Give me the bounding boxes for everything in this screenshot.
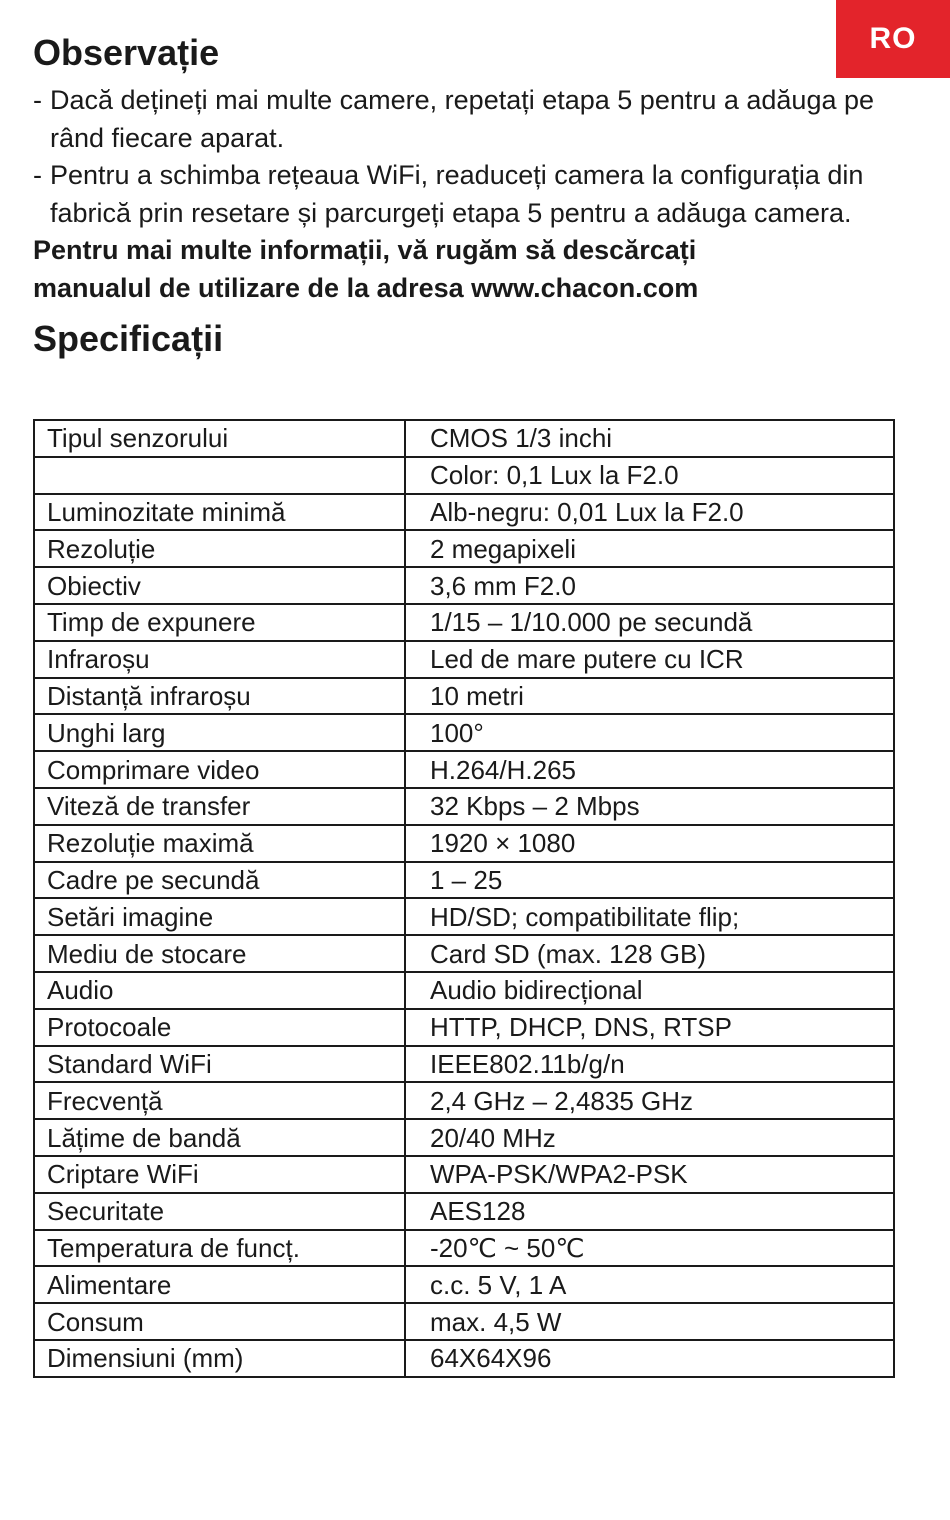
specifications-table-body bbox=[34, 420, 894, 1377]
table-row bbox=[34, 1119, 894, 1156]
spec-value: 32 Kbps – 2 Mbps bbox=[405, 788, 894, 825]
table-row bbox=[34, 788, 894, 825]
spec-label: Luminozitate minimă bbox=[34, 494, 405, 531]
list-item: - Pentru a schimba rețeaua WiFi, readuceți camera la configurația din fabrică prin resetare și parcurgeți etapa 5 pentru a adăuga camera. bbox=[33, 160, 864, 228]
table-row bbox=[34, 1230, 894, 1267]
spec-label: Setări imagine bbox=[34, 898, 405, 935]
table-row bbox=[34, 751, 894, 788]
table-row bbox=[34, 494, 894, 531]
spec-value: 2,4 GHz – 2,4835 GHz bbox=[405, 1082, 894, 1119]
table-row bbox=[34, 1340, 894, 1377]
spec-value: Audio bidirecțional bbox=[405, 972, 894, 1009]
spec-value: CMOS 1/3 inchi bbox=[405, 420, 894, 457]
spec-label: Lățime de bandă bbox=[34, 1119, 405, 1156]
spec-value: 2 megapixeli bbox=[405, 530, 894, 567]
spec-value: 10 metri bbox=[405, 678, 894, 715]
table-row bbox=[34, 1303, 894, 1340]
spec-label: Comprimare video bbox=[34, 751, 405, 788]
spec-label: Tipul senzorului bbox=[34, 420, 405, 457]
table-row bbox=[34, 604, 894, 641]
spec-value: Color: 0,1 Lux la F2.0 bbox=[405, 457, 894, 494]
spec-value: 3,6 mm F2.0 bbox=[405, 567, 894, 604]
spec-label: Dimensiuni (mm) bbox=[34, 1340, 405, 1377]
spec-label: Criptare WiFi bbox=[34, 1156, 405, 1193]
spec-label: Standard WiFi bbox=[34, 1046, 405, 1083]
table-row bbox=[34, 898, 894, 935]
table-row bbox=[34, 862, 894, 899]
spec-label: Frecvență bbox=[34, 1082, 405, 1119]
spec-label: Timp de expunere bbox=[34, 604, 405, 641]
observatie-heading: Observație bbox=[33, 32, 220, 73]
spec-value: 1920 × 1080 bbox=[405, 825, 894, 862]
table-row bbox=[34, 457, 894, 494]
spec-value: HD/SD; compatibilitate flip; bbox=[405, 898, 894, 935]
spec-label: Alimentare bbox=[34, 1266, 405, 1303]
spec-label: Unghi larg bbox=[34, 714, 405, 751]
spec-value: max. 4,5 W bbox=[405, 1303, 894, 1340]
note-text: Dacă dețineți mai multe camere, repetați etapa 5 pentru a adăuga pe rând fiecare aparat. bbox=[50, 85, 875, 153]
table-row bbox=[34, 1082, 894, 1119]
spec-label: Consum bbox=[34, 1303, 405, 1340]
spec-label: Cadre pe secundă bbox=[34, 862, 405, 899]
spec-value: Led de mare putere cu ICR bbox=[405, 641, 894, 678]
note-text: Pentru a schimba rețeaua WiFi, readuceți camera la configurația din fabrică prin resetare și parcurgeți etapa 5 pentru a adăuga camera. bbox=[50, 160, 864, 228]
table-row bbox=[34, 641, 894, 678]
spec-label: Distanță infraroșu bbox=[34, 678, 405, 715]
spec-value: 20/40 MHz bbox=[405, 1119, 894, 1156]
observatie-list bbox=[33, 82, 893, 232]
spec-label: Rezoluție maximă bbox=[34, 825, 405, 862]
table-row bbox=[34, 420, 894, 457]
spec-label: Protocoale bbox=[34, 1009, 405, 1046]
table-row bbox=[34, 1046, 894, 1083]
table-row bbox=[34, 678, 894, 715]
table-row bbox=[34, 1009, 894, 1046]
more-info-line: Pentru mai multe informații, vă rugăm să descărcați bbox=[33, 235, 697, 265]
spec-value: 100° bbox=[405, 714, 894, 751]
spec-label: Securitate bbox=[34, 1193, 405, 1230]
spec-value: 1/15 – 1/10.000 pe secundă bbox=[405, 604, 894, 641]
spec-value: AES128 bbox=[405, 1193, 894, 1230]
spec-label: Temperatura de funcț. bbox=[34, 1230, 405, 1267]
spec-value: WPA-PSK/WPA2-PSK bbox=[405, 1156, 894, 1193]
spec-label: Obiectiv bbox=[34, 567, 405, 604]
table-row bbox=[34, 825, 894, 862]
table-row bbox=[34, 935, 894, 972]
spec-value: 64X64X96 bbox=[405, 1340, 894, 1377]
spec-value: HTTP, DHCP, DNS, RTSP bbox=[405, 1009, 894, 1046]
spec-value: Alb-negru: 0,01 Lux la F2.0 bbox=[405, 494, 894, 531]
table-row bbox=[34, 1266, 894, 1303]
spec-value: IEEE802.11b/g/n bbox=[405, 1046, 894, 1083]
table-row bbox=[34, 972, 894, 1009]
table-row bbox=[34, 530, 894, 567]
spec-label: Mediu de stocare bbox=[34, 935, 405, 972]
spec-value: Card SD (max. 128 GB) bbox=[405, 935, 894, 972]
table-row bbox=[34, 567, 894, 604]
spec-value: c.c. 5 V, 1 A bbox=[405, 1266, 894, 1303]
document-content bbox=[33, 28, 893, 363]
table-row bbox=[34, 1193, 894, 1230]
more-info-text bbox=[33, 232, 893, 307]
spec-label: Viteză de transfer bbox=[34, 788, 405, 825]
spec-value: -20℃ ~ 50℃ bbox=[405, 1230, 894, 1267]
table-row bbox=[34, 714, 894, 751]
spec-value: H.264/H.265 bbox=[405, 751, 894, 788]
spec-value: 1 – 25 bbox=[405, 862, 894, 899]
list-item: - Dacă dețineți mai multe camere, repetați etapa 5 pentru a adăuga pe rând fiecare aparat. bbox=[33, 85, 875, 153]
spec-label: Audio bbox=[34, 972, 405, 1009]
specifications-table bbox=[33, 419, 895, 1378]
specificatii-heading: Specificații bbox=[33, 318, 224, 359]
spec-label: Rezoluție bbox=[34, 530, 405, 567]
table-row bbox=[34, 1156, 894, 1193]
more-info-line: manualul de utilizare de la adresa www.chacon.com bbox=[33, 272, 699, 303]
language-badge: RO bbox=[836, 0, 950, 78]
spec-label bbox=[34, 457, 405, 494]
spec-label: Infraroșu bbox=[34, 641, 405, 678]
